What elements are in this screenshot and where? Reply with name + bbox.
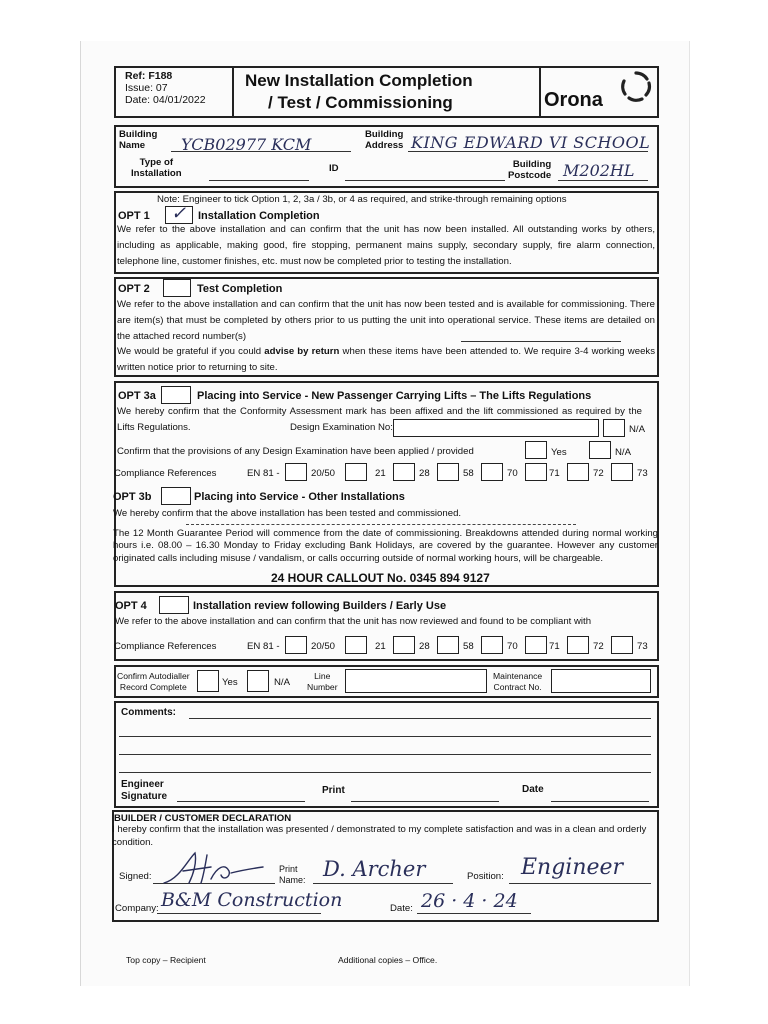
opt3a-ref-checkbox[interactable]: [481, 463, 503, 481]
company-label: Company:: [115, 903, 159, 914]
opt1-tick: ✓: [171, 203, 187, 224]
opt4-ref-label: 70: [507, 641, 518, 652]
declaration-date-label: Date:: [390, 903, 413, 914]
opt3a-ref-label: 20/50: [311, 468, 336, 479]
comments-label: Comments:: [121, 707, 177, 718]
additional-copies-note: Additional copies – Office.: [338, 955, 438, 965]
opt4-ref-label: 20/50: [311, 641, 336, 652]
opt4-title: Installation review following Builders / Early Use: [193, 600, 447, 612]
signed-label: Signed:: [119, 871, 152, 882]
position-label: Position:: [467, 871, 504, 882]
design-confirm-na-checkbox[interactable]: [589, 441, 611, 459]
opt1-text: We refer to the above installation and can confirm that the unit has now been installed. All outstanding works by others, including as applicable, making good, fire stopping, permanent mains supply, secondary supply, fire alarm connection, telephone line, customer finishes, etc. must now be completed prior to testing the installation.: [117, 224, 655, 267]
guarantee-text: The 12 Month Guarantee Period will commence from the date of commissioning. Breakdowns attended during normal working hours i.e. 08.00 – 16.30 Monday to Friday excluding Bank Holidays, are covered by the guarantee. However any customer originated calls including misuse / vandalism, or calls occurring outside of normal working hours, will be chargeable.: [113, 528, 658, 564]
orona-logo-icon: [619, 69, 653, 103]
opt3a-ref-label: 73: [637, 468, 648, 479]
opt4-ref-checkbox[interactable]: [525, 636, 547, 654]
line-number-input[interactable]: [345, 669, 487, 693]
opt4-ref-checkbox[interactable]: [345, 636, 367, 654]
opt4-label: OPT 4: [115, 600, 147, 612]
building-address-value: KING EDWARD VI SCHOOL: [411, 133, 651, 152]
autodialler-na-label: N/A: [274, 677, 290, 688]
opt2-text2: [117, 344, 655, 376]
opt2-text2-a: We would be grateful if you could: [117, 346, 265, 357]
opt3a-en81-label: EN 81 -: [247, 468, 280, 479]
opt3a-ref-checkbox[interactable]: [611, 463, 633, 481]
opt4-ref-label: 21: [375, 641, 386, 652]
declaration-title: BUILDER / CUSTOMER DECLARATION: [114, 813, 292, 824]
design-confirm-na-label: N/A: [615, 447, 631, 458]
print-name-line[interactable]: [313, 883, 453, 884]
design-exam-na-label: N/A: [629, 424, 645, 435]
opt3a-ref-label: 28: [419, 468, 430, 479]
opt4-ref-checkbox[interactable]: [393, 636, 415, 654]
design-exam-input[interactable]: [393, 419, 599, 437]
engineer-date-line[interactable]: [551, 801, 649, 802]
company-value: B&M Construction: [161, 889, 343, 911]
maintenance-contract-input[interactable]: [551, 669, 651, 693]
opt2-text1: We refer to the above installation and can confirm that the unit has now been tested and is available for commissioning. There are item(s) that must be completed by others prior to us putting the unit into operational service. These items are detailed on the attached record number(s): [117, 299, 655, 342]
engineer-signature-label: Engineer Signature: [121, 779, 168, 802]
opt3a-ref-checkbox[interactable]: [345, 463, 367, 481]
opt3a-checkbox[interactable]: [161, 386, 191, 404]
opt3a-ref-label: 58: [463, 468, 474, 479]
opt4-ref-label: 71: [549, 641, 560, 652]
installation-type-label: Type of Installation: [131, 157, 182, 179]
opt4-checkbox[interactable]: [159, 596, 189, 614]
building-address-label: Building Address: [365, 129, 404, 151]
building-postcode-label: Building Postcode: [508, 159, 552, 181]
opt3a-ref-checkbox[interactable]: [567, 463, 589, 481]
print-name-label: Print Name:: [279, 864, 306, 885]
declaration-date-value: 26 · 4 · 24: [421, 890, 518, 912]
opt4-ref-label: 72: [593, 641, 604, 652]
opt4-text: We refer to the above installation and can confirm that the unit has now reviewed and found to be compliant with: [115, 616, 592, 627]
header-divider-2: [539, 66, 541, 118]
opt3b-checkbox[interactable]: [161, 487, 191, 505]
declaration-text: I hereby confirm that the installation was presented / demonstrated to my complete satisfaction and was in a clean and orderly condition.: [112, 824, 647, 848]
design-confirm-yes-label: Yes: [551, 447, 567, 458]
form-sheet: [80, 41, 690, 986]
form-title-line2: / Test / Commissioning: [268, 93, 453, 112]
opt3a-text: We hereby confirm that the Conformity Assessment mark has been affixed and the lift commissioned as required by the Lifts Regulations.: [117, 406, 642, 433]
design-confirm-text: Confirm that the provisions of any Design Examination have been applied / provided: [117, 446, 474, 457]
autodialler-na-checkbox[interactable]: [247, 670, 269, 692]
opt3a-title: Placing into Service - New Passenger Carrying Lifts – The Lifts Regulations: [197, 390, 592, 402]
opt4-ref-label: 73: [637, 641, 648, 652]
opt3a-ref-label: 71: [549, 468, 560, 479]
autodialler-yes-label: Yes: [222, 677, 238, 688]
autodialler-yes-checkbox[interactable]: [197, 670, 219, 692]
form-title-line1: New Installation Completion: [245, 71, 473, 90]
engineer-print-line[interactable]: [351, 801, 499, 802]
opt4-en81-input[interactable]: [285, 636, 307, 654]
design-exam-na-checkbox[interactable]: [603, 419, 625, 437]
comments-line-4[interactable]: [119, 772, 651, 773]
opt3a-ref-checkbox[interactable]: [393, 463, 415, 481]
opt3b-label: OPT 3b: [113, 491, 152, 503]
building-name-label: Building Name: [119, 129, 158, 151]
opt3a-ref-checkbox[interactable]: [525, 463, 547, 481]
issue-label: Issue: 07: [125, 82, 168, 94]
building-name-value: YCB02977 KCM: [181, 135, 312, 154]
opt1-label: OPT 1: [118, 210, 150, 222]
opt4-ref-checkbox[interactable]: [437, 636, 459, 654]
comments-line-2[interactable]: [119, 736, 651, 737]
engineer-signature-line[interactable]: [177, 801, 305, 802]
opt3a-ref-checkbox[interactable]: [437, 463, 459, 481]
engineer-print-label: Print: [322, 785, 345, 796]
comments-line-1[interactable]: [189, 718, 651, 719]
date-label: Date: 04/01/2022: [125, 94, 206, 106]
opt3a-ref-label: 70: [507, 468, 518, 479]
callout-number: 24 HOUR CALLOUT No. 0345 894 9127: [271, 571, 490, 585]
ref-label: Ref: F188: [125, 70, 173, 82]
opt3b-title: Placing into Service - Other Installations: [194, 491, 405, 503]
opt2-text2-c: when these items have been attended to. We require 3-4 working weeks written notice prior to returning to site.: [117, 346, 655, 373]
comments-line-3[interactable]: [119, 754, 651, 755]
design-exam-label: Design Examination No:: [290, 422, 393, 433]
opt3a-label: OPT 3a: [118, 390, 156, 402]
header-divider-1: [232, 66, 234, 118]
autodialler-label: Confirm Autodialler Record Complete: [117, 671, 190, 692]
opt3a-ref-label: 21: [375, 468, 386, 479]
opt3a-en81-input[interactable]: [285, 463, 307, 481]
opt3a-ref-label: 72: [593, 468, 604, 479]
print-name-value: D. Archer: [323, 857, 426, 881]
top-copy-note: Top copy – Recipient: [126, 955, 206, 965]
opt3b-text: We hereby confirm that the above installation has been tested and commissioned.: [113, 508, 462, 519]
opt2-checkbox[interactable]: [163, 279, 191, 297]
opt3b-dashed-divider: [186, 524, 576, 525]
orona-logo-text: Orona: [544, 89, 603, 111]
opt4-ref-label: 58: [463, 641, 474, 652]
opt2-record-line: [461, 341, 621, 342]
engineer-date-label: Date: [522, 784, 544, 795]
maintenance-contract-label: Maintenance Contract No.: [493, 671, 543, 692]
design-confirm-yes-checkbox[interactable]: [525, 441, 547, 459]
customer-signature: [159, 849, 269, 889]
declaration-date-line[interactable]: [417, 913, 531, 914]
opt4-compliance-label: Compliance References: [114, 641, 217, 652]
opt2-advise-by-return: advise by return: [264, 346, 340, 357]
id-line: [345, 180, 505, 181]
engineer-note: Note: Engineer to tick Option 1, 2, 3a / 3b, or 4 as required, and strike-through remaining options: [157, 194, 567, 205]
line-number-label: Line Number: [307, 671, 338, 692]
opt2-title: Test Completion: [197, 283, 283, 295]
building-postcode-value: M202HL: [563, 161, 635, 180]
opt2-label: OPT 2: [118, 283, 150, 295]
company-line[interactable]: [157, 913, 321, 914]
position-line[interactable]: [509, 883, 651, 884]
opt1-title: Installation Completion: [198, 210, 320, 222]
installation-type-line: [209, 180, 309, 181]
opt3a-compliance-label: Compliance References: [114, 468, 217, 479]
opt4-en81-label: EN 81 -: [247, 641, 280, 652]
building-postcode-line: [558, 180, 648, 181]
position-value: Engineer: [521, 855, 624, 880]
id-label: ID: [329, 163, 339, 174]
opt4-ref-checkbox[interactable]: [567, 636, 589, 654]
opt4-ref-checkbox[interactable]: [481, 636, 503, 654]
opt4-ref-label: 28: [419, 641, 430, 652]
opt4-ref-checkbox[interactable]: [611, 636, 633, 654]
